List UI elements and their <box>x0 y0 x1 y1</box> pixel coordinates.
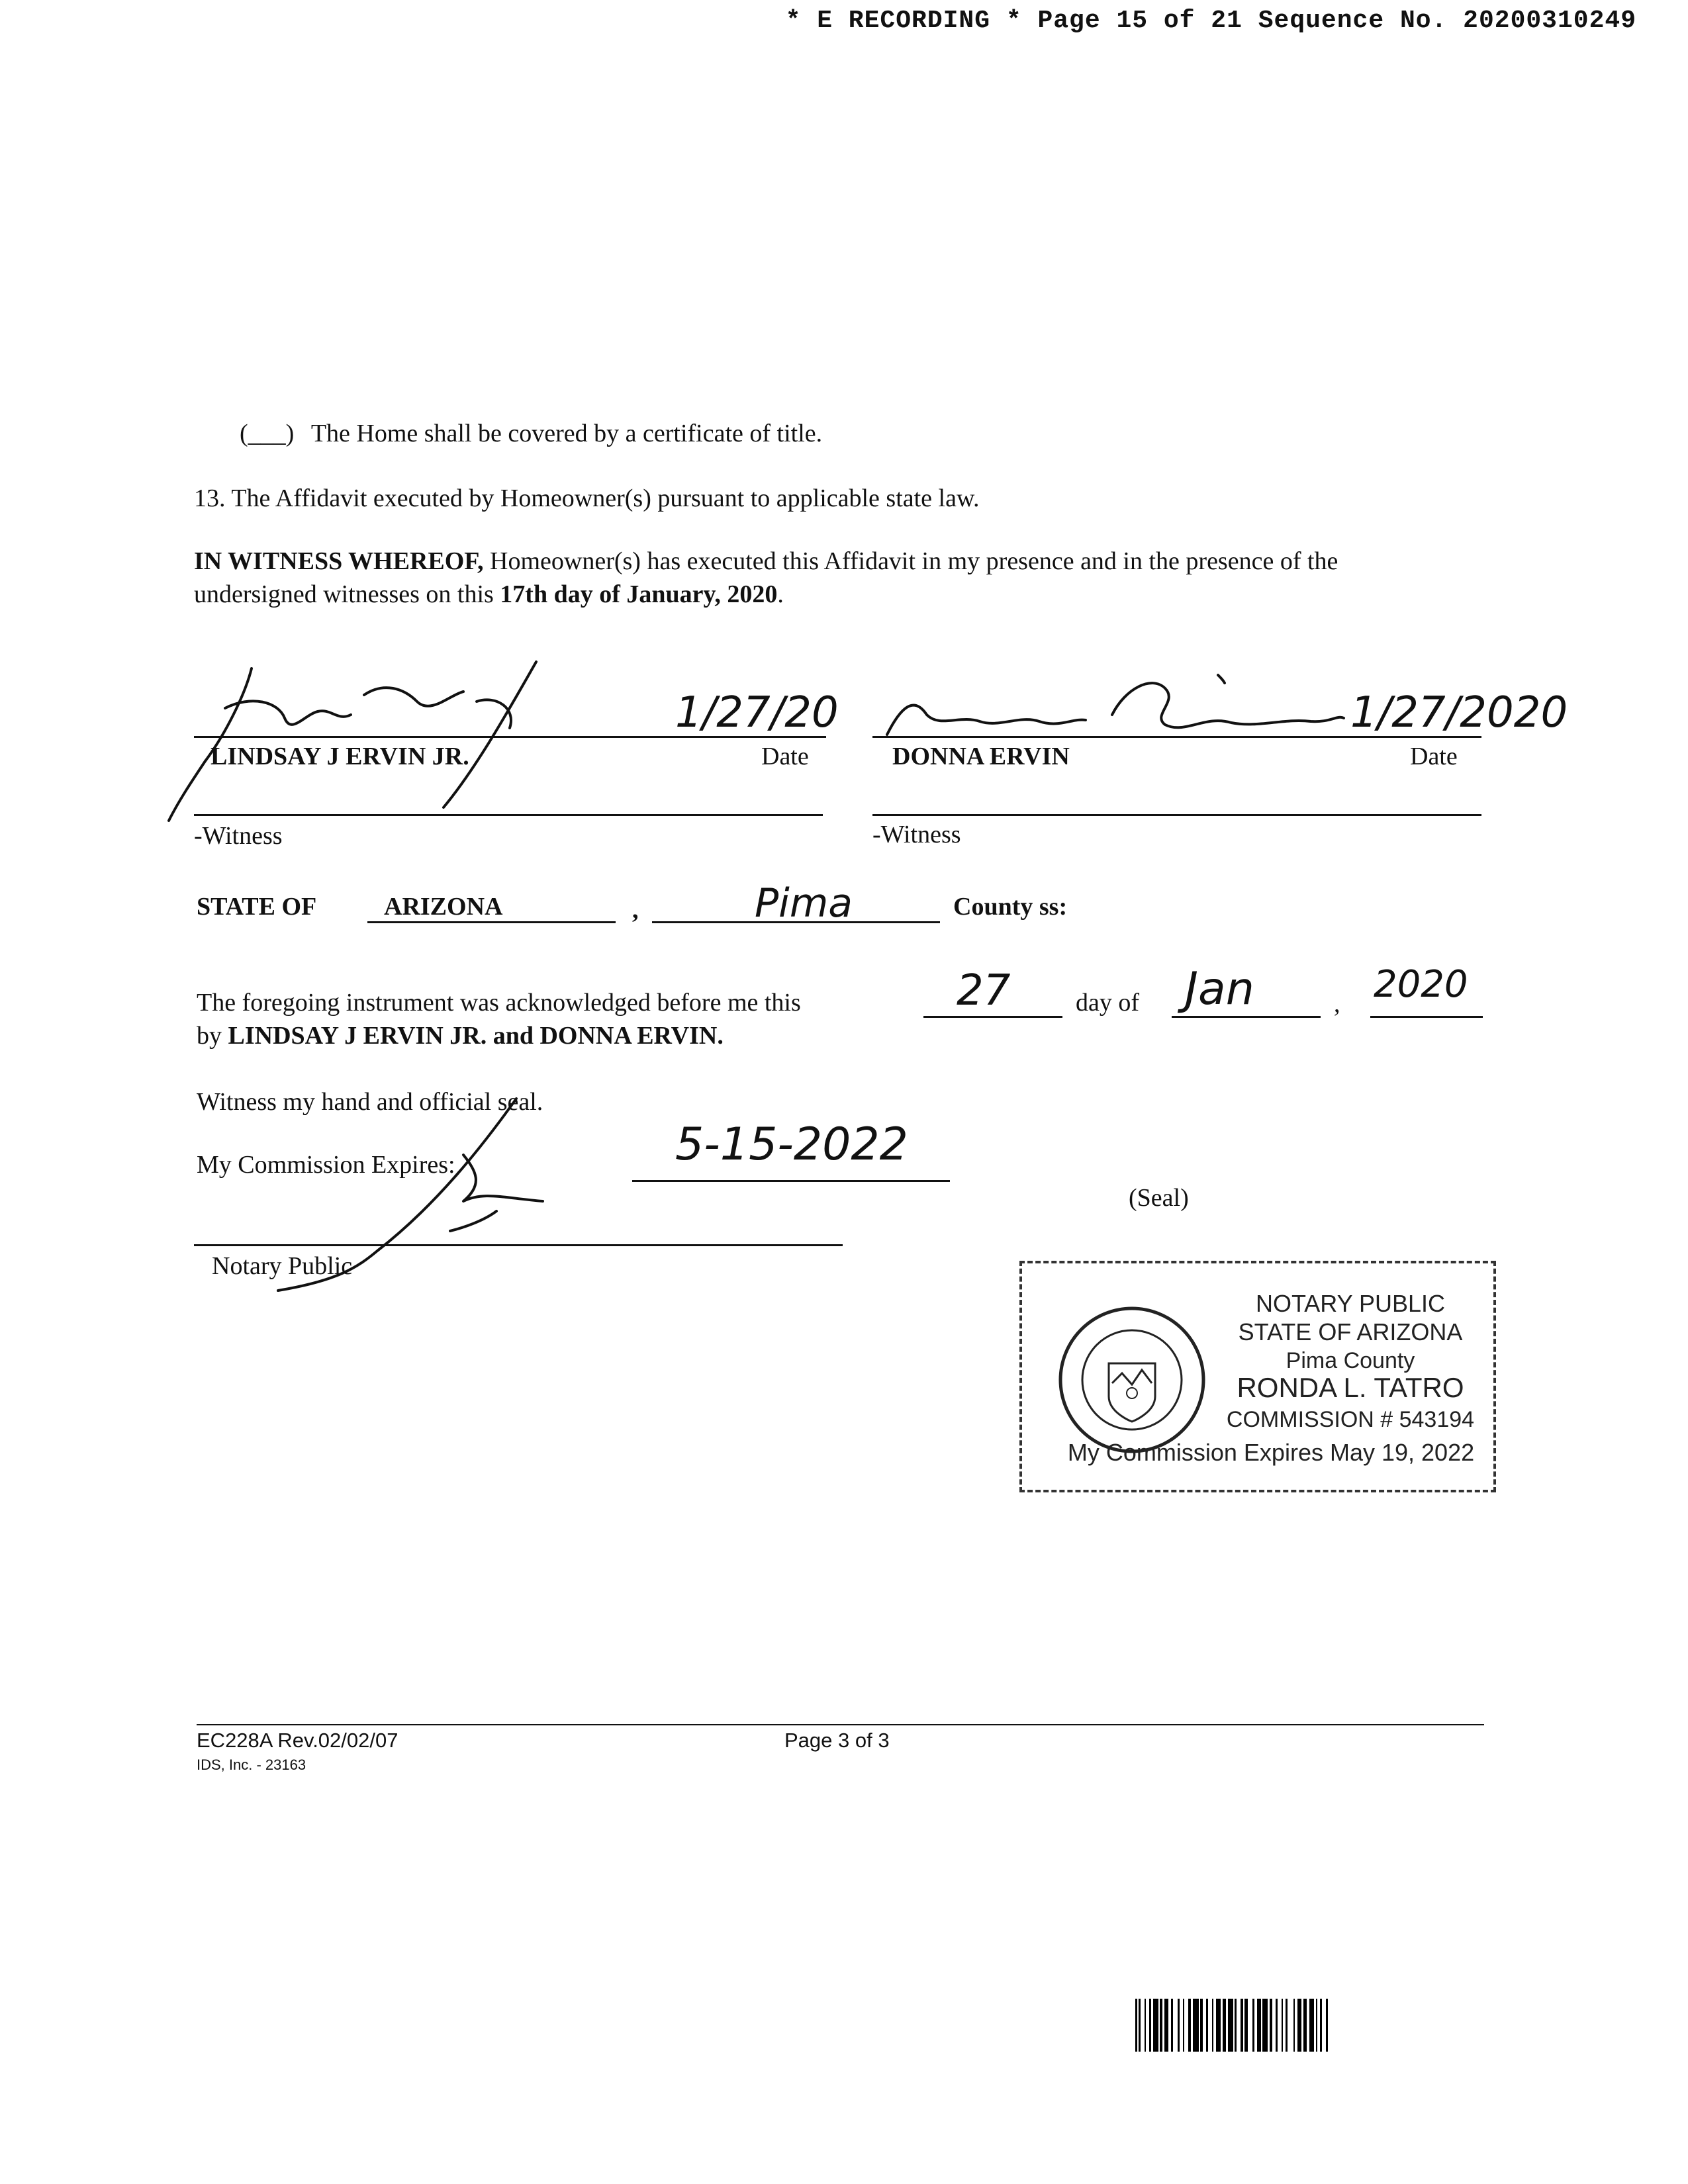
left-date-handwritten: 1/27/20 <box>675 688 839 737</box>
barcode-bar <box>1328 1999 1329 2052</box>
great-seal-icon <box>1056 1304 1208 1456</box>
commission-line <box>632 1180 950 1182</box>
notary-signature-line <box>194 1244 843 1246</box>
state-value: ARIZONA <box>384 893 503 921</box>
left-witness-label: -Witness <box>194 822 283 850</box>
stamp-line3: Pima County <box>1286 1348 1415 1373</box>
barcode-bar <box>1193 1999 1199 2052</box>
county-label: County ss: <box>953 893 1068 921</box>
footer-page: Page 3 of 3 <box>784 1729 890 1752</box>
ack-line2-names: LINDSAY J ERVIN JR. and DONNA ERVIN. <box>228 1022 724 1050</box>
left-signer-name: LINDSAY J ERVIN JR. <box>211 743 469 770</box>
right-witness-line <box>872 814 1481 816</box>
barcode-bar <box>1173 1999 1178 2052</box>
ack-month: Jan <box>1185 963 1254 1015</box>
right-signature-scribble <box>874 662 1350 741</box>
county-handwritten: Pima <box>755 880 853 927</box>
witness-whereof-date: 17th day of January, 2020 <box>500 580 778 608</box>
recording-header: * E RECORDING * Page 15 of 21 Sequence No. 20200310249 <box>785 7 1636 35</box>
month-comma: , <box>1334 990 1340 1018</box>
year-line <box>1370 1016 1483 1018</box>
day-line <box>923 1016 1062 1018</box>
witness-whereof-text1: Homeowner(s) has executed this Affidavit in my presence and in the presence of the <box>483 547 1338 575</box>
barcode-bar <box>1216 1999 1221 2052</box>
stamp-line5: COMMISSION # 543194 <box>1226 1407 1475 1432</box>
title-option <box>240 417 822 450</box>
right-date-handwritten: 1/27/2020 <box>1350 688 1568 737</box>
commission-label: My Commission Expires: <box>197 1151 455 1179</box>
stamp-line6: My Commission Expires May 19, 2022 <box>1067 1439 1475 1466</box>
barcode-bar <box>1288 1999 1293 2052</box>
witness-whereof-text2: undersigned witnesses on this <box>194 580 500 608</box>
month-line <box>1172 1016 1321 1018</box>
item-13: 13. The Affidavit executed by Homeowner(s) pursuant to applicable state law. <box>194 484 980 512</box>
right-signer-name: DONNA ERVIN <box>892 743 1070 770</box>
stamp-line1: NOTARY PUBLIC <box>1255 1290 1446 1317</box>
ack-line2-prefix: by <box>197 1022 228 1050</box>
notary-stamp <box>1019 1261 1496 1492</box>
ack-year: 2020 <box>1374 963 1468 1006</box>
right-date-label: Date <box>1410 743 1458 770</box>
footer-rule <box>197 1724 1484 1725</box>
right-witness-label: -Witness <box>872 821 961 848</box>
seal-label: (Seal) <box>1129 1184 1189 1212</box>
stamp-line4: RONDA L. TATRO <box>1237 1372 1464 1403</box>
witness-whereof-lead: IN WITNESS WHEREOF, <box>194 547 484 575</box>
barcode-bar <box>1228 1999 1233 2052</box>
left-witness-line <box>194 814 823 816</box>
footer-vendor: IDS, Inc. - 23163 <box>197 1756 306 1773</box>
ack-line2 <box>197 1019 724 1052</box>
barcode-bar <box>1309 1999 1314 2052</box>
stamp-line2: STATE OF ARIZONA <box>1238 1318 1463 1345</box>
left-signature-scribble <box>165 655 708 834</box>
ack-day: 27 <box>957 966 1011 1015</box>
witness-whereof-paragraph <box>194 545 1485 611</box>
ack-line1: The foregoing instrument was acknowledged before me this <box>197 989 801 1017</box>
barcode-bar <box>1262 1999 1268 2052</box>
barcode <box>1135 1999 1579 2052</box>
title-option-text: The Home shall be covered by a certificate of title. <box>310 420 823 447</box>
state-of-label: STATE OF <box>197 893 317 921</box>
footer-form-id: EC228A Rev.02/02/07 <box>197 1729 399 1752</box>
witness-whereof-end: . <box>777 580 784 608</box>
left-date-label: Date <box>761 743 809 770</box>
title-checkbox: (___) <box>240 420 295 447</box>
barcode-bar <box>1248 1999 1252 2052</box>
state-line <box>367 921 616 923</box>
barcode-bar <box>1153 1999 1158 2052</box>
witness-hand: Witness my hand and official seal. <box>197 1088 543 1116</box>
state-comma: , <box>632 896 639 924</box>
commission-date: 5-15-2022 <box>675 1118 908 1171</box>
day-of-label: day of <box>1076 989 1140 1017</box>
notary-public-label: Notary Public <box>212 1252 353 1280</box>
